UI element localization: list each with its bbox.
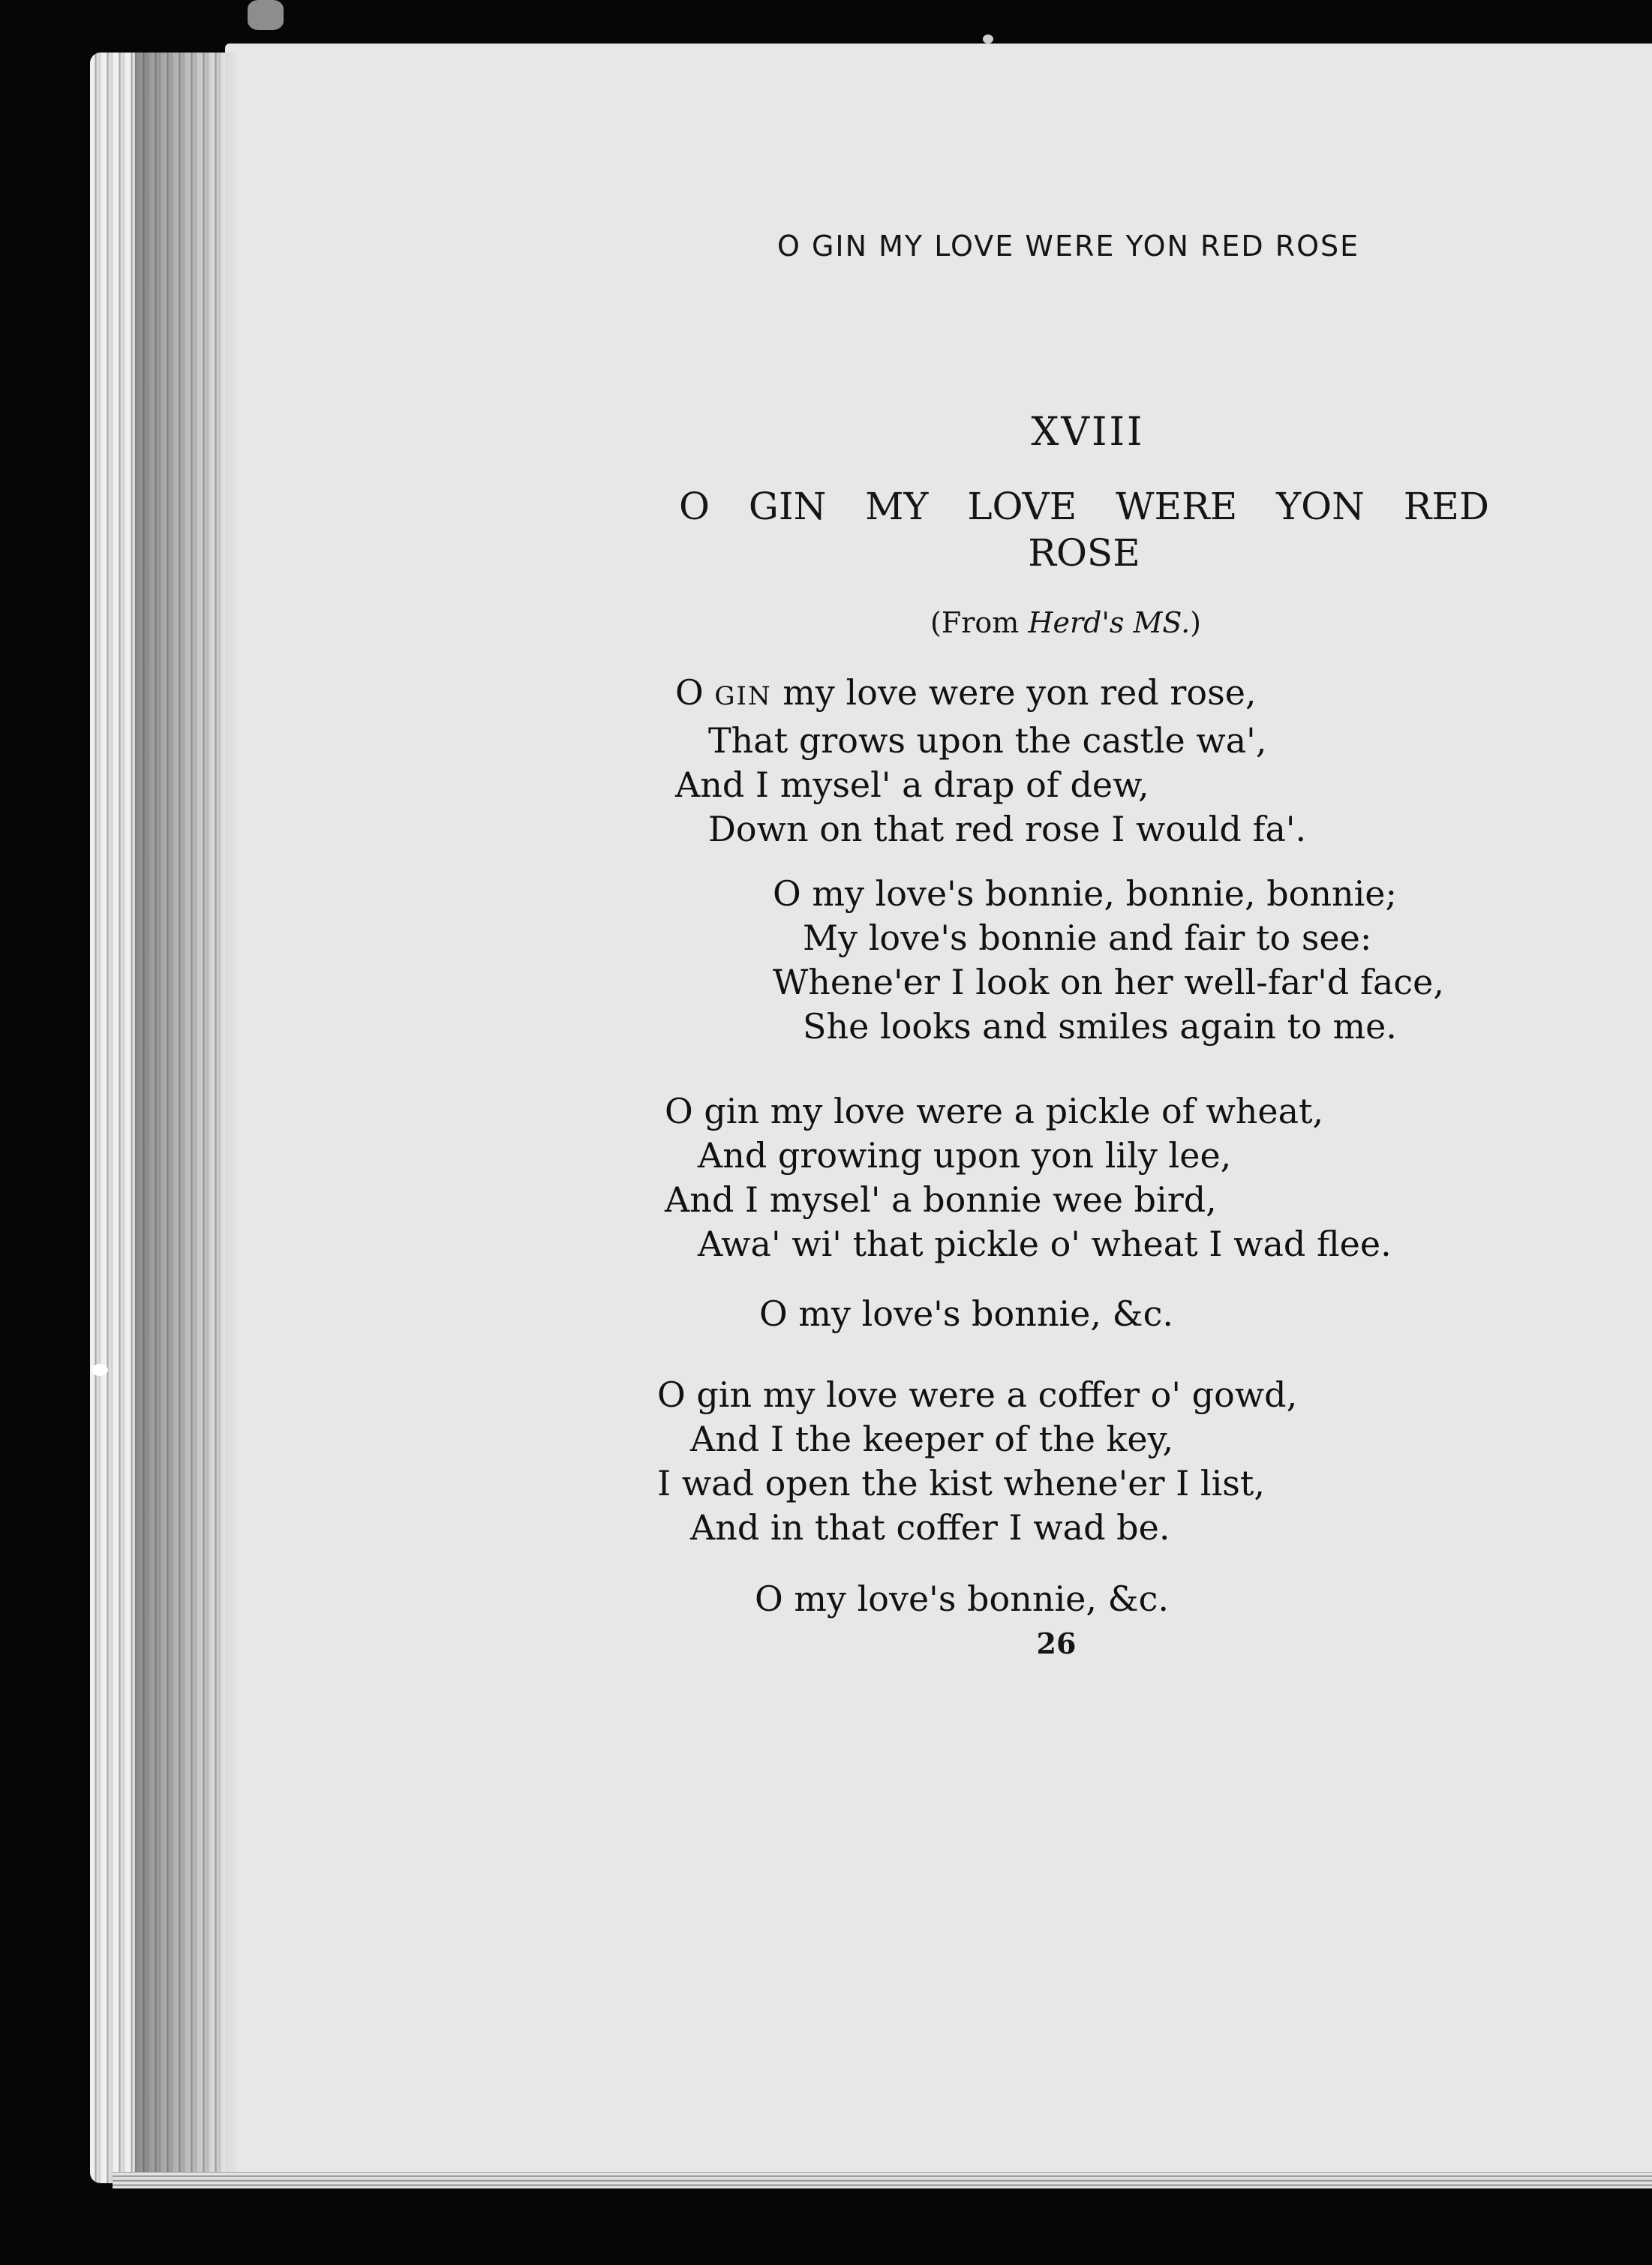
stanza-line: Down on that red rose I would fa'. — [708, 809, 1307, 849]
scan-speck — [248, 0, 284, 30]
stanza-2 — [665, 1089, 1392, 1266]
refrain-2: O my love's bonnie, &c. — [755, 1579, 1169, 1619]
stanza-1 — [675, 671, 1306, 852]
stanza-line: O gin my love were a pickle of wheat, — [665, 1091, 1324, 1131]
chorus-line: My love's bonnie and fair to see: — [803, 918, 1372, 958]
book-bottom-edge — [113, 2172, 1652, 2188]
stanza-line: That grows upon the castle wa', — [708, 720, 1267, 761]
stanza-3 — [657, 1373, 1297, 1550]
running-head: O GIN MY LOVE WERE YON RED ROSE — [777, 230, 1360, 263]
page-number: 26 — [1036, 1627, 1077, 1660]
stanza-line: Awa' wi' that pickle o' wheat I wad flee. — [698, 1224, 1392, 1264]
refrain-1: O my love's bonnie, &c. — [759, 1293, 1173, 1334]
stanza-line: And growing upon yon lily lee, — [698, 1135, 1232, 1176]
gutter-shadow — [135, 53, 240, 2183]
scan-speck — [92, 1364, 108, 1376]
chorus-line: Whene'er I look on her well-far'd face, — [773, 962, 1445, 1002]
line-rest: my love were yon red rose, — [771, 672, 1257, 713]
source-close: ) — [1190, 606, 1201, 639]
line-start: O — [675, 672, 715, 713]
stanza-line: O gin my love were a coffer o' gowd, — [657, 1374, 1298, 1415]
chorus-line: O my love's bonnie, bonnie, bonnie; — [773, 873, 1398, 914]
stanza-line: And I the keeper of the key, — [690, 1419, 1174, 1459]
chorus — [773, 872, 1444, 1049]
stanza-line: I wad open the kist whene'er I list, — [657, 1463, 1266, 1503]
stanza-line: And I mysel' a bonnie wee bird, — [665, 1179, 1217, 1220]
stanza-line: And in that coffer I wad be. — [690, 1507, 1170, 1548]
chorus-line: She looks and smiles again to me. — [803, 1006, 1397, 1047]
chapter-number: XVIII — [1031, 410, 1145, 455]
poem-title: O GIN MY LOVE WERE YON RED ROSE — [679, 485, 1489, 575]
stanza-line: And I mysel' a drap of dew, — [675, 765, 1149, 805]
line-smallcaps: GIN — [714, 681, 772, 711]
source-open: (From — [930, 606, 1029, 639]
source-manuscript: Herd's MS. — [1028, 606, 1191, 639]
scan-speck — [983, 35, 993, 44]
stanza-line — [675, 671, 1306, 719]
source-note — [930, 606, 1268, 639]
